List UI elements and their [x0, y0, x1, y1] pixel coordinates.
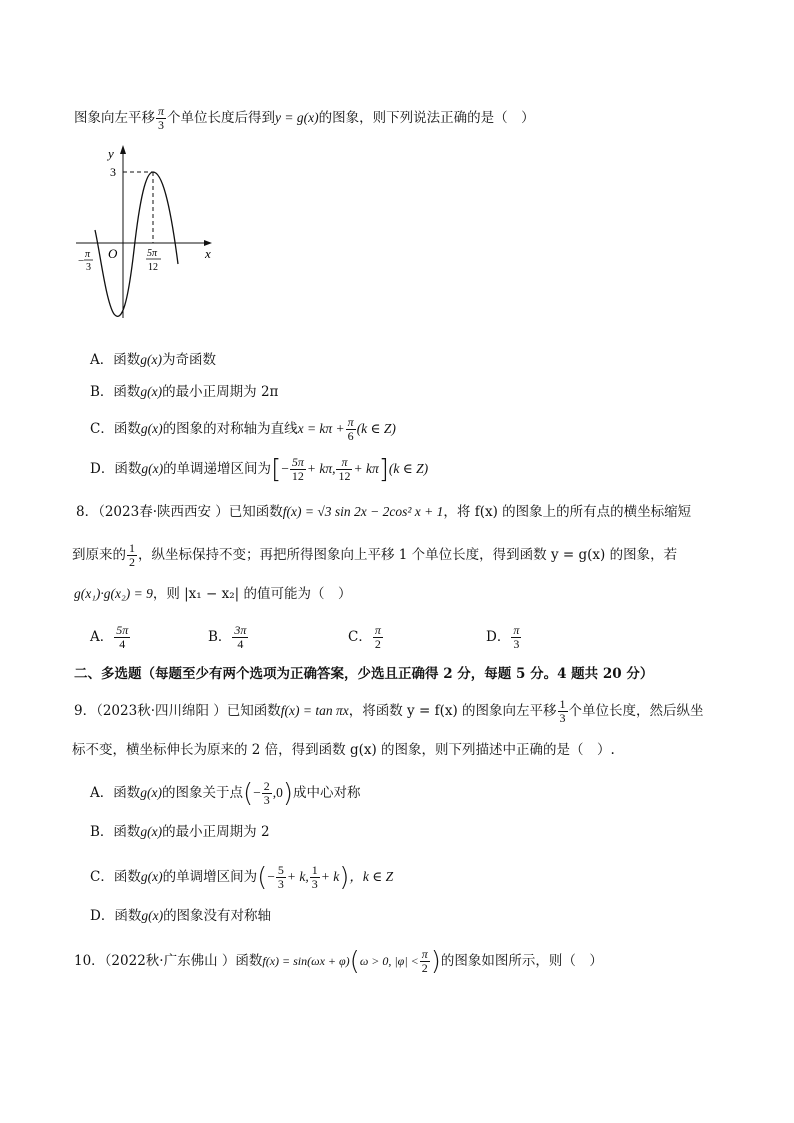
- sine-curve: [95, 172, 178, 316]
- graph-origin-label: O: [108, 246, 118, 261]
- q7-intro-func: y = g(x): [275, 110, 319, 125]
- q7-option-d[interactable]: D．函数g(x)的单调递增区间为[− $\frac{5\pi}{12}$ + kπ, $\frac{\pi}{12}$ + kπ](k ∈ Z): [90, 454, 429, 485]
- graph-peak-tick-num: 5π: [147, 248, 158, 259]
- q7-intro-post: 的图象，则下列说法正确的是（ ）: [318, 110, 535, 126]
- graph-left-tick-den: 3: [86, 262, 91, 273]
- q7-function-graph: [70, 142, 220, 322]
- q8-option-c[interactable]: C． $\frac{\pi}{2}$: [348, 623, 381, 651]
- q7-intro-line: [74, 105, 535, 132]
- q7-intro-pre: 图象向左平移: [74, 110, 155, 126]
- graph-max-label: 3: [110, 165, 116, 179]
- q8-line-3: g(x₁)·g(x₂) = 9，则 |x₁ − x₂| 的值可能为（ ）: [74, 586, 352, 602]
- q7-intro-mid: 个单位长度后得到: [167, 110, 276, 126]
- graph-left-tick-num: π: [85, 249, 91, 260]
- q7-option-a[interactable]: A．函数g(x)为奇函数: [90, 352, 216, 368]
- graph-y-label: y: [108, 146, 114, 161]
- q7-option-b[interactable]: B．函数g(x)的最小正周期为 2π: [90, 384, 279, 400]
- q9-line-1: 9．（2023秋·四川绵阳 ）已知函数f(x) = tan πx，将函数 y = f(x) 的图象向左平移 $\frac{1}{3}$ 个单位长度，然后纵坐: [74, 697, 704, 725]
- q9-option-b[interactable]: B．函数g(x)的最小正周期为 2: [90, 824, 270, 840]
- q7-option-c[interactable]: C．函数g(x)的图象的对称轴为直线x = kπ + $\frac{\pi}{6}$ (k ∈ Z): [90, 415, 396, 443]
- q8-line-1: 8．（2023春·陕西西安 ）已知函数f(x) = √3 sin 2x − 2cos² x + 1，将 f(x) 的图象上的所有点的横坐标缩短: [76, 504, 692, 520]
- graph-x-label: x: [205, 246, 211, 261]
- q8-option-a[interactable]: A． $\frac{5\pi}{4}$: [90, 623, 129, 651]
- q7-shift-fraction: $\frac{\pi}{3}$: [158, 104, 165, 132]
- q10-line-1: 10．（2022秋·广东佛山 ）函数f(x) = sin(ωx + φ)(ω > 0, |φ| < $\frac{\pi}{2}$ )的图象如图所示，则（ ）: [74, 946, 603, 977]
- q8-line-2: 到原来的 $\frac{1}{2}$ ，纵坐标保持不变；再把所得图象向上平移 1 个单位长度，得到函数 y = g(x) 的图象，若: [72, 541, 678, 569]
- y-axis-arrow-icon: [120, 145, 126, 154]
- q9-option-c[interactable]: C．函数g(x)的单调增区间为(− $\frac{5}{3}$ + k, $\frac{1}{3}$ + k)，k ∈ Z: [90, 862, 394, 893]
- graph-left-tick-sign: −: [78, 255, 85, 267]
- q9-option-d[interactable]: D．函数g(x)的图象没有对称轴: [90, 908, 272, 924]
- section-multiple-choice-title: 二、多选题（每题至少有两个选项为正确答案，少选且正确得 2 分，每题 5 分。4 题共 20 分）: [74, 666, 654, 682]
- q8-option-d[interactable]: D． $\frac{\pi}{3}$: [486, 623, 520, 651]
- graph-peak-tick-den: 12: [148, 262, 158, 273]
- q9-line-2: 标不变，横坐标伸长为原来的 2 倍，得到函数 g(x) 的图象，则下列描述中正确的是（ ）.: [72, 742, 615, 758]
- q9-option-a[interactable]: A．函数g(x)的图象关于点(− $\frac{2}{3}$ ,0)成中心对称: [90, 778, 361, 809]
- q8-option-b[interactable]: B． $\frac{3\pi}{4}$: [208, 623, 247, 651]
